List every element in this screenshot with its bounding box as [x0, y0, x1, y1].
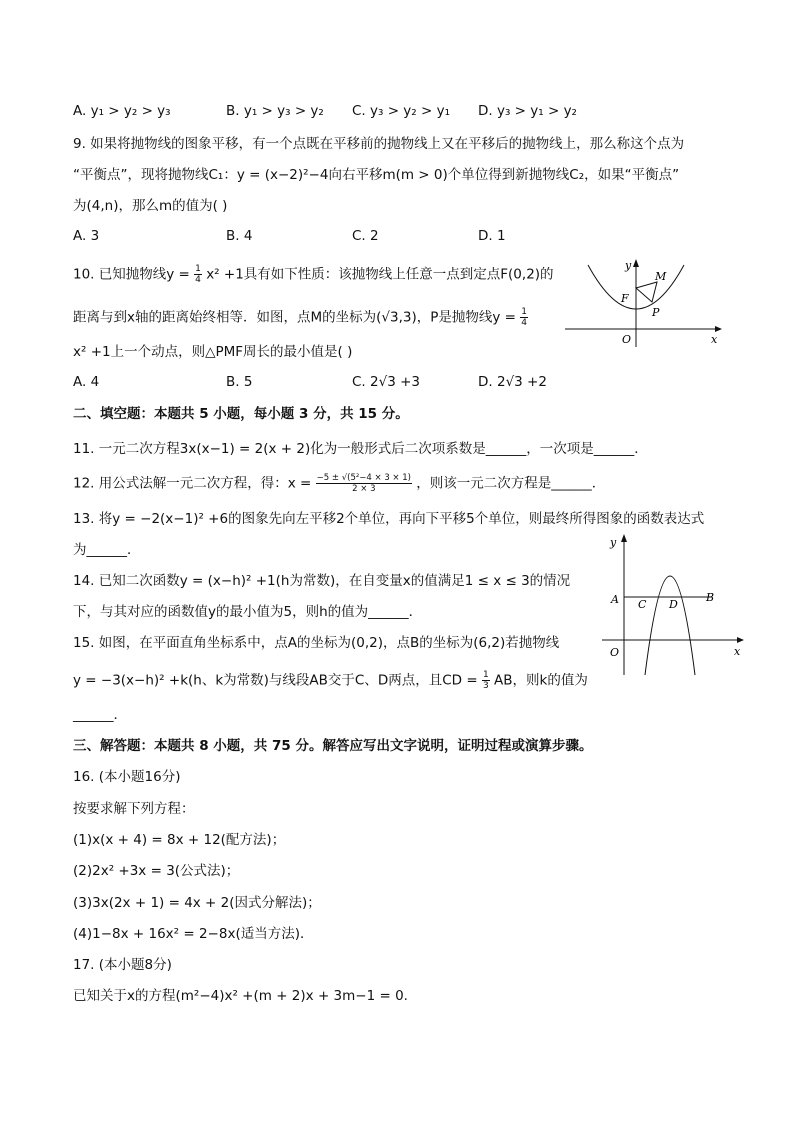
q10-frac2-num: 1: [521, 307, 528, 317]
q12-suffix: ，则该一元二次方程是______．: [416, 475, 606, 492]
q10-line1: [73, 264, 554, 285]
section3-heading: 三、解答题：本题共 8 小题，共 75 分。解答应写出文字说明，证明过程或演算步骤。: [73, 738, 593, 754]
q12-line: [73, 473, 605, 494]
q14-line1: 14. 已知二次函数y = (x−h)² +1(h为常数)，在自变量x的值满足1 ≤ x ≤ 3的情况: [73, 573, 571, 589]
q15-frac-den: 3: [482, 681, 489, 691]
q15-label-y: y: [610, 536, 617, 549]
q10-option-b: B. 5: [226, 374, 253, 390]
q10-option-a: A. 4: [73, 374, 100, 390]
q10-option-d: D. 2√3 +2: [478, 374, 547, 390]
section2-heading: 二、填空题：本题共 5 小题，每小题 3 分，共 15 分。: [73, 406, 409, 422]
q16-item-1: (1)x(x + 4) = 8x + 12(配方法)；: [73, 832, 286, 848]
q10-label-f: F: [621, 292, 629, 305]
q13-line1: 13. 将y = −2(x−1)² +6的图象先向左平移2个单位，再向下平移5个单位，则最终所得图象的函数表达式: [73, 511, 705, 527]
q9-option-a: A. 3: [73, 228, 100, 244]
q15-label-o: O: [610, 646, 620, 659]
q13-line2: 为______．: [73, 542, 141, 558]
q10-x-arrow-icon: [715, 326, 722, 332]
q16-title: 16. (本小题16分): [73, 769, 181, 785]
q12-fraction: [316, 473, 412, 494]
q12-frac-num: −5 ± √(5²−4 × 3 × 1): [316, 473, 411, 483]
q10-label-o: O: [622, 333, 632, 346]
q10-frac-den: 4: [195, 275, 201, 285]
q9-option-b: B. 4: [226, 228, 253, 244]
q12-frac-den: 2 × 3: [352, 484, 376, 494]
q9-option-c: C. 2: [352, 228, 379, 244]
q15-parabola-graph: [600, 530, 750, 680]
q10-parabola-graph: [560, 255, 725, 350]
q15-line1: 15. 如图，在平面直角坐标系中，点A的坐标为(0,2)，点B的坐标为(6,2)若抛物线: [73, 635, 560, 651]
q9-line3: 为(4,n)，那么m的值为( ): [73, 198, 228, 214]
q15-y-arrow-icon: [621, 534, 627, 542]
q15-label-x: x: [734, 645, 741, 658]
q10-triangle-pmf: [636, 282, 657, 302]
q10-frac2-den: 4: [521, 318, 528, 328]
q10-fraction-2: [520, 307, 528, 328]
q8-option-a: A. y₁ > y₂ > y₃: [73, 103, 171, 119]
q15-line2-b: AB，则k的值为: [494, 672, 588, 689]
q16-intro: 按要求解下列方程：: [73, 801, 195, 817]
q15-x-arrow-icon: [737, 637, 744, 643]
q11-line: 11. 一元二次方程3x(x−1) = 2(x + 2)化为一般形式后二次项系数是______，一次项是______．: [73, 441, 648, 457]
q15-line3: ______．: [73, 707, 127, 723]
q10-label-m: M: [655, 270, 667, 283]
q10-label-p: P: [652, 306, 660, 319]
q15-label-c: C: [638, 598, 647, 611]
q9-option-d: D. 1: [478, 228, 506, 244]
q10-line3: x² +1上一个动点，则△PMF周长的最小值是( ): [73, 344, 353, 360]
q17-text: 已知关于x的方程(m²−4)x² +(m + 2)x + 3m−1 = 0.: [73, 988, 408, 1004]
q15-line2: [73, 670, 588, 691]
q14-line2: 下，与其对应的函数值y的最小值为5，则h的值为______．: [73, 604, 423, 620]
q10-frac-num: 1: [195, 264, 201, 274]
q17-title: 17. (本小题8分): [73, 957, 172, 973]
q15-frac-num: 1: [482, 670, 489, 680]
q16-item-3: (3)3x(2x + 1) = 4x + 2(因式分解法)；: [73, 895, 321, 911]
q10-line2-a: 距离与到x轴的距离始终相等．如图，点M的坐标为(√3,3)，P是抛物线y =: [73, 309, 516, 326]
q10-label-x: x: [711, 333, 718, 346]
q15-label-a: A: [611, 593, 619, 606]
q10-y-arrow-icon: [633, 259, 639, 267]
q9-line1: 9. 如果将抛物线的图象平移，有一个点既在平移前的抛物线上又在平移后的抛物线上，那么称这个点为: [73, 136, 685, 152]
q8-option-d: D. y₃ > y₁ > y₂: [478, 103, 577, 119]
q10-fraction: [194, 264, 202, 285]
q16-item-4: (4)1−8x + 16x² = 2−8x(适当方法)．: [73, 926, 314, 942]
q15-fraction: [482, 670, 490, 691]
q15-label-d: D: [669, 598, 678, 611]
q9-line2: “平衡点”，现将抛物线C₁：y = (x−2)²−4向右平移m(m > 0)个单位得到新抛物线C₂，如果“平衡点”: [73, 167, 680, 183]
q10-line2: [73, 307, 528, 328]
q16-item-2: (2)2x² +3x = 3(公式法)；: [73, 863, 240, 879]
q8-option-c: C. y₃ > y₂ > y₁: [352, 103, 451, 119]
q12-prefix: 12. 用公式法解一元二次方程，得：x =: [73, 475, 312, 492]
q15-line2-a: y = −3(x−h)² +k(h、k为常数)与线段AB交于C、D两点，且CD =: [73, 672, 478, 689]
q10-label-y: y: [625, 259, 632, 272]
q8-option-b: B. y₁ > y₃ > y₂: [226, 103, 324, 119]
q15-label-b: B: [706, 591, 715, 604]
q10-line1-b: x² +1具有如下性质：该抛物线上任意一点到定点F(0,2)的: [206, 266, 554, 283]
q10-line1-a: 10. 已知抛物线y =: [73, 266, 190, 283]
q10-option-c: C. 2√3 +3: [352, 374, 420, 390]
q15-parabola: [645, 576, 695, 675]
